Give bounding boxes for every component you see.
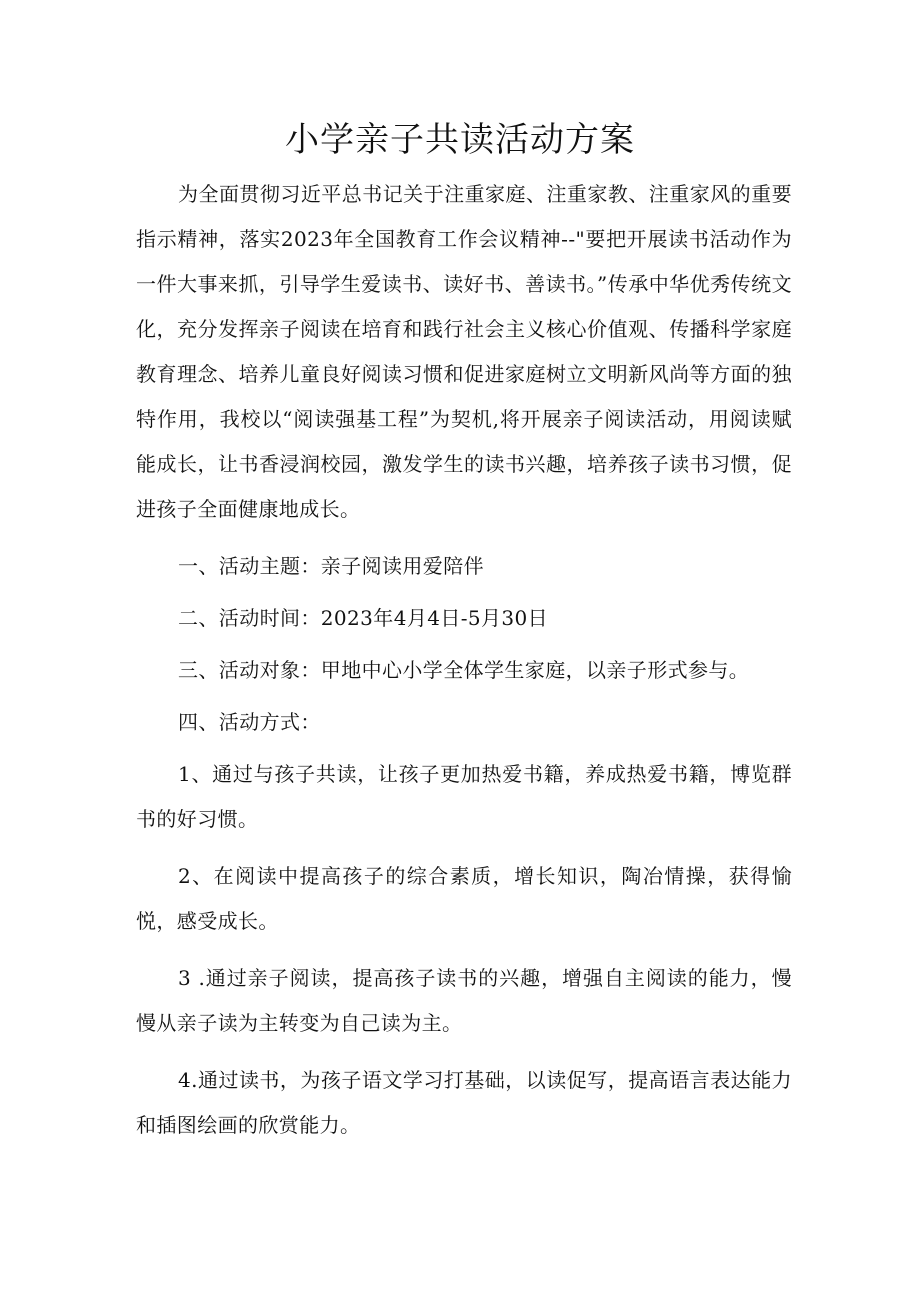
section-audience: 三、活动对象：甲地中心小学全体学生家庭，以亲子形式参与。 [178,658,750,682]
section-theme: 一、活动主题：亲子阅读用爱陪伴 [178,554,484,578]
section-methods-heading: 四、活动方式： [178,710,321,734]
method-item-1: 1、通过与孩子共读，让孩子更加热爱书籍，养成热爱书籍，博览群书的好习惯。 [136,762,792,831]
document-title: 小学亲子共读活动方案 [285,120,635,160]
document-body [136,172,792,1148]
intro-paragraph: 为全面贯彻习近平总书记关于注重家庭、注重家教、注重家风的重要指示精神，落实2023年全国教育工作会议精神--"要把开展读书活动作为一件大事来抓，引导学生爱读书、读好书、善读书。”传承中华优秀传统文化，充分发挥亲子阅读在培育和践行社会主义核心价值观、传播科学家庭教育理念、培养儿童良好阅读习惯和促进家庭树立文明新风尚等方面的独特作用，我校以“阅读强基工程”为契机,将开展亲子阅读活动，用阅读赋能成长，让书香浸润校园，激发学生的读书兴趣，培养孩子读书习惯，促进孩子全面健康地成长。 [136,182,792,521]
method-item-2: 2、在阅读中提高孩子的综合素质，增长知识，陶冶情操，获得愉悦，感受成长。 [136,864,792,933]
method-item-3: 3 .通过亲子阅读，提高孩子读书的兴趣，增强自主阅读的能力，慢慢从亲子读为主转变为自己读为主。 [136,966,792,1035]
section-time: 二、活动时间：2023年4月4日-5月30日 [178,606,549,630]
method-item-4: 4.通过读书，为孩子语文学习打基础，以读促写，提高语言表达能力和插图绘画的欣赏能力。 [136,1068,792,1137]
